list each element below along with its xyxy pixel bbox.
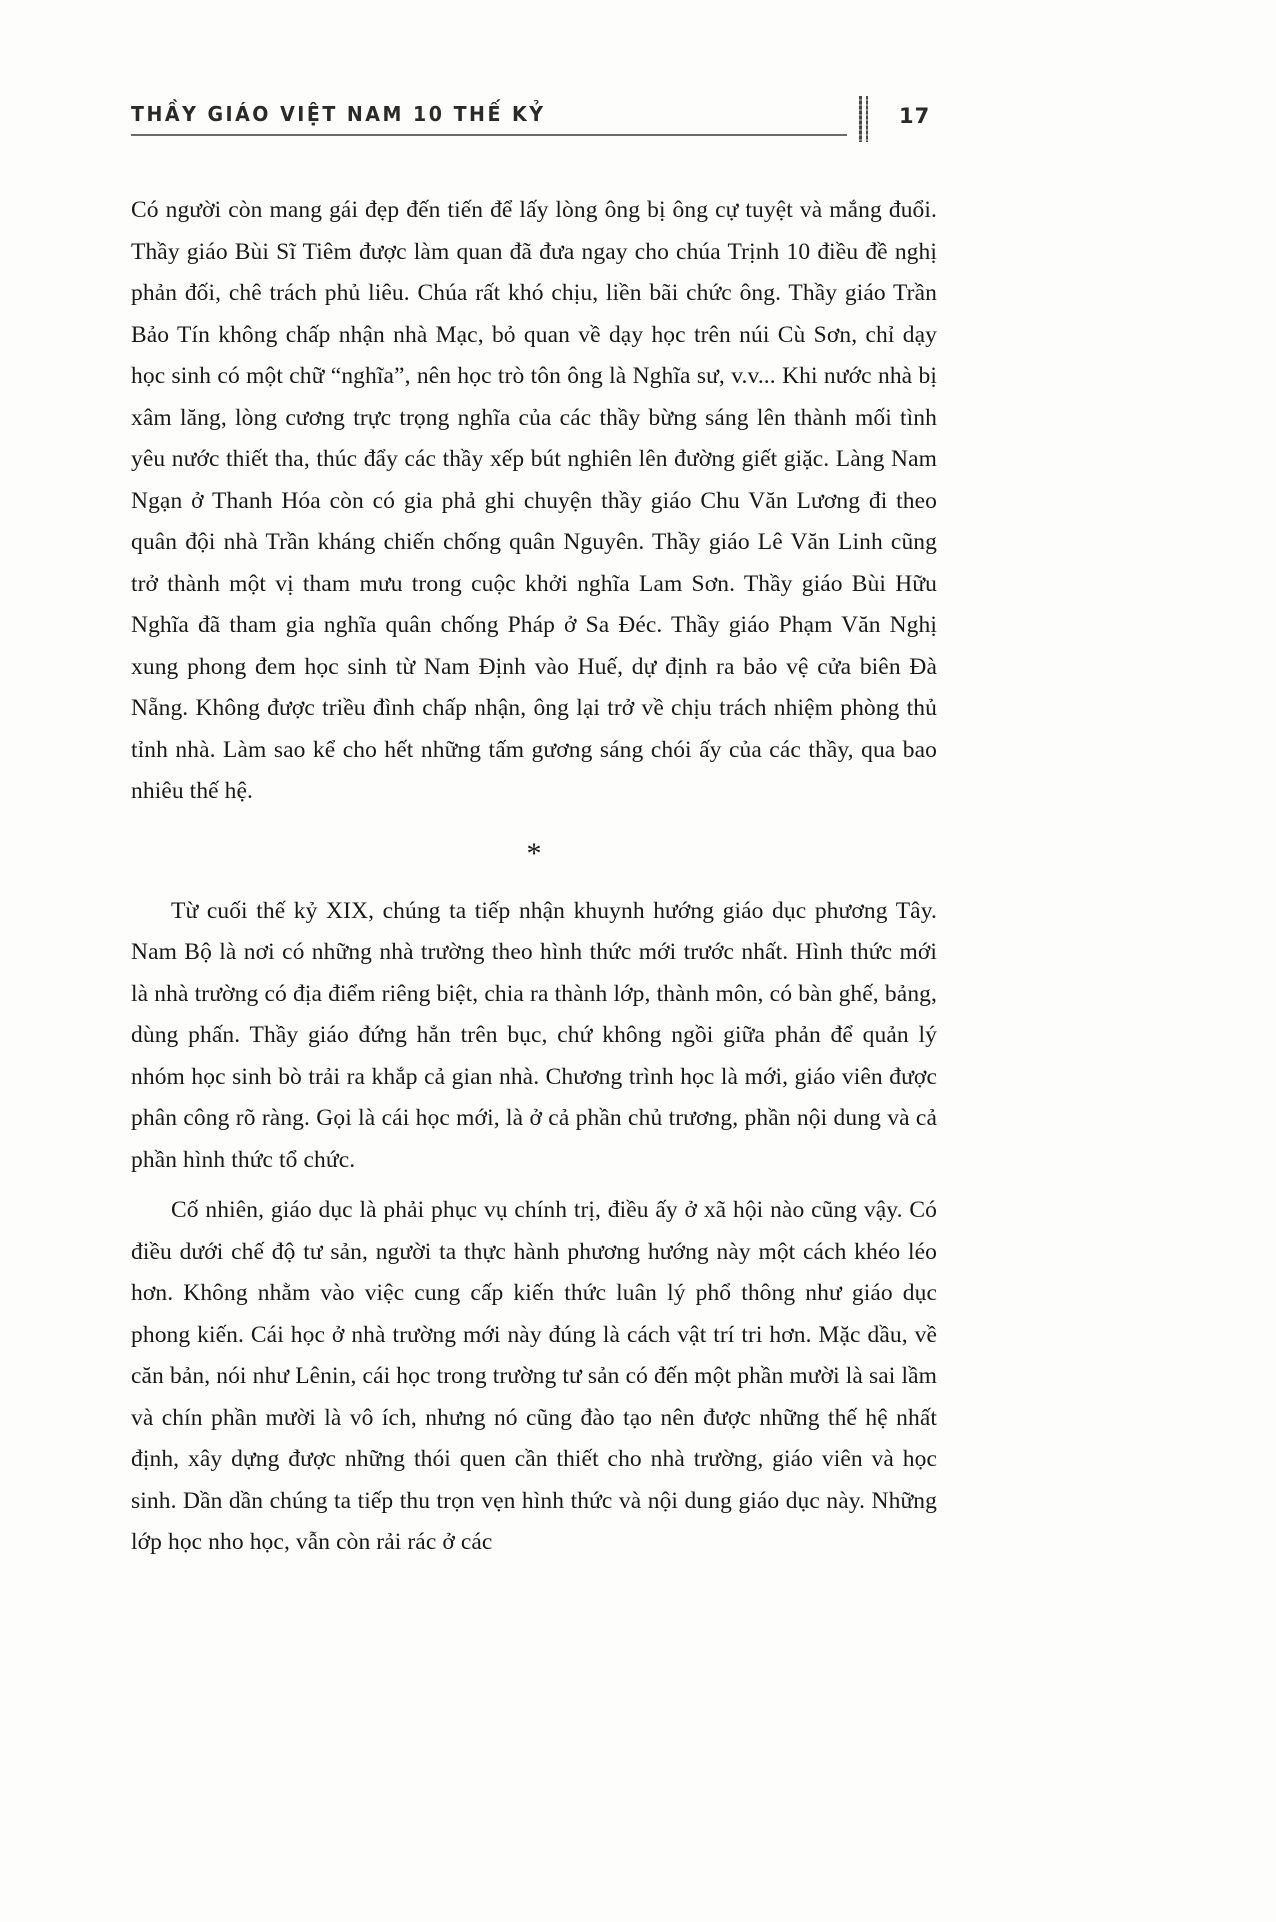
section-separator: * bbox=[526, 836, 542, 870]
page-number: 17 bbox=[899, 104, 931, 128]
paragraph: Từ cuối thế kỷ XIX, chúng ta tiếp nhận khuynh hướng giáo dục phương Tây. Nam Bộ là nơi có những nhà trường theo hình thức mới trước nhất. Hình thức mới là nhà trường có địa điểm riêng biệt, chia ra thành lớp, thành môn, có bàn ghế, bảng, dùng phấn. Thầy giáo đứng hẳn trên bục, chứ không ngồi giữa phản để quản lý nhóm học sinh bò trải ra khắp cả gian nhà. Chương trình học là mới, giáo viên được phân công rõ ràng. Gọi là cái học mới, là ở cả phần chủ trương, phần nội dung và cả phần hình thức tổ chức. bbox=[131, 897, 937, 1173]
content-column bbox=[131, 96, 937, 1573]
page-header bbox=[131, 96, 937, 144]
header-rule bbox=[131, 134, 847, 136]
paragraph: Cố nhiên, giáo dục là phải phục vụ chính trị, điều ấy ở xã hội nào cũng vậy. Có điều dưới chế độ tư sản, người ta thực hành phương hướng này một cách khéo léo hơn. Không nhằm vào việc cung cấp kiến thức luân lý phổ thông như giáo dục phong kiến. Cái học ở nhà trường mới này đúng là cách vật trí tri hơn. Mặc dầu, về căn bản, nói như Lênin, cái học trong trường tư sản có đến một phần mười là sai lầm và chín phần mười là vô ích, nhưng nó cũng đào tạo nên được những thế hệ nhất định, xây dựng được những thói quen cần thiết cho nhà trường, giáo viên và học sinh. Dần dần chúng ta tiếp thu trọn vẹn hình thức và nội dung giáo dục này. Những lớp học nho học, vẫn còn rải rác ở các bbox=[131, 1197, 937, 1555]
paragraph: Có người còn mang gái đẹp đến tiến để lấy lòng ông bị ông cự tuyệt và mắng đuổi. Thầy giáo Bùi Sĩ Tiêm được làm quan đã đưa ngay cho chúa Trịnh 10 điều đề nghị phản đối, chê trách phủ liêu. Chúa rất khó chịu, liền bãi chức ông. Thầy giáo Trần Bảo Tín không chấp nhận nhà Mạc, bỏ quan về dạy học trên núi Cù Sơn, chỉ dạy học sinh có một chữ “nghĩa”, nên học trò tôn ông là Nghĩa sư, v.v... Khi nước nhà bị xâm lăng, lòng cương trực trọng nghĩa của các thầy bừng sáng lên thành mối tình yêu nước thiết tha, thúc đẩy các thầy xếp bút nghiên lên đường giết giặc. Làng Nam Ngạn ở Thanh Hóa còn có gia phả ghi chuyện thầy giáo Chu Văn Lương đi theo quân đội nhà Trần kháng chiến chống quân Nguyên. Thầy giáo Lê Văn Linh cũng trở thành một vị tham mưu trong cuộc khởi nghĩa Lam Sơn. Thầy giáo Bùi Hữu Nghĩa đã tham gia nghĩa quân chống Pháp ở Sa Đéc. Thầy giáo Phạm Văn Nghị xung phong đem học sinh từ Nam Định vào Huế, dự định ra bảo vệ cửa biên Đà Nẵng. Không được triều đình chấp nhận, ông lại trở về chịu trách nhiệm phòng thủ tỉnh nhà. Làm sao kể cho hết những tấm gương sáng chói ấy của các thầy, qua bao nhiêu thế hệ. bbox=[131, 197, 937, 804]
running-header-title: THẦY GIÁO VIỆT NAM 10 THẾ KỶ bbox=[131, 102, 546, 127]
body-text bbox=[131, 190, 937, 1564]
header-bar-ornament bbox=[859, 96, 868, 142]
